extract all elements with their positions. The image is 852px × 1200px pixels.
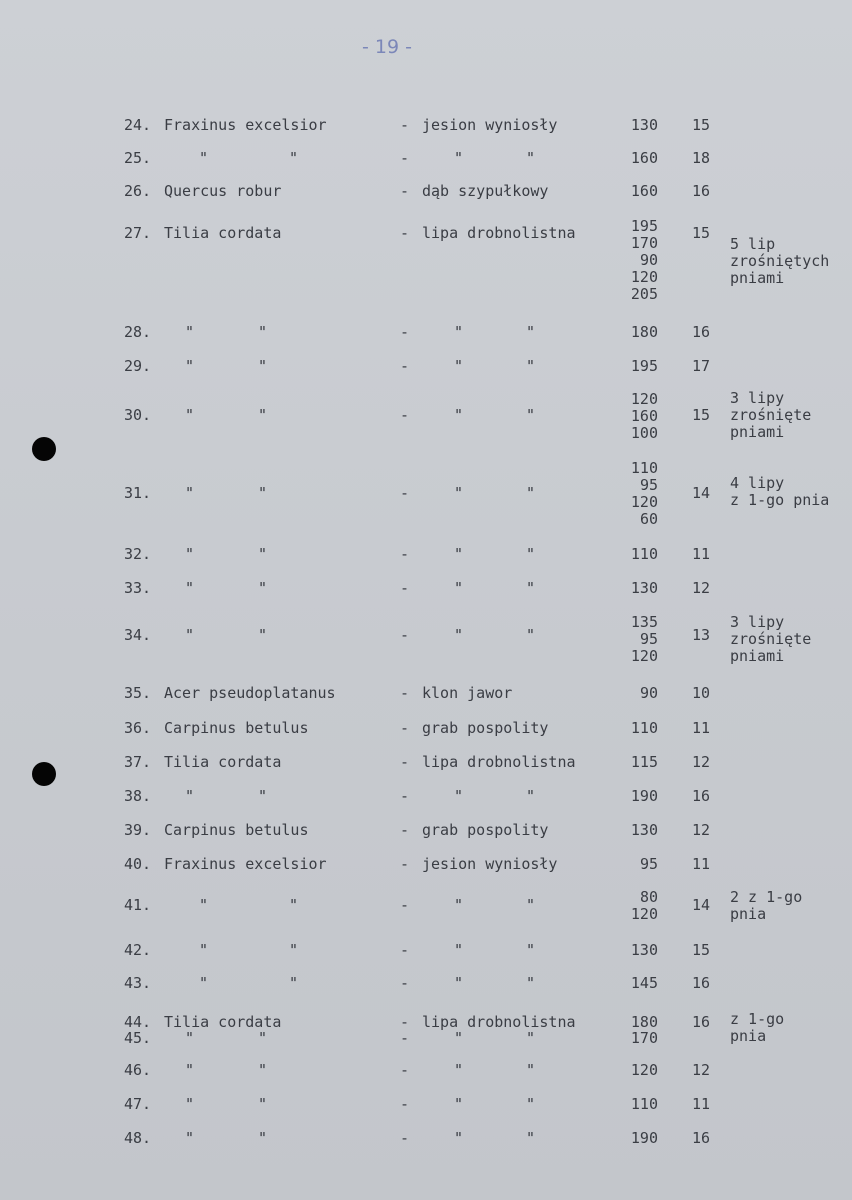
item-number: 46. <box>124 1061 152 1079</box>
polish-name: klon jawor <box>422 684 513 702</box>
latin-name: Tilia cordata <box>164 1013 282 1031</box>
latin-name: Fraxinus excelsior <box>164 116 327 134</box>
circumference-value: 90 <box>639 684 658 702</box>
height-value: 16 <box>691 787 710 805</box>
circumference-list <box>604 614 658 665</box>
dash-separator: - <box>400 357 410 375</box>
ditto-mark: " <box>454 149 464 167</box>
item-number: 29. <box>124 357 152 375</box>
height-value: 14 <box>691 484 710 502</box>
dash-separator: - <box>400 753 410 771</box>
circumference-value: 160 <box>630 407 658 425</box>
ditto-mark: " <box>454 579 464 597</box>
ditto-mark: " <box>526 579 536 597</box>
ditto-mark: " <box>526 357 536 375</box>
latin-name: Tilia cordata <box>164 753 282 771</box>
ditto-mark: " <box>526 1029 536 1047</box>
dash-separator: - <box>400 579 410 597</box>
height-value: 15 <box>691 116 710 134</box>
item-number: 37. <box>124 753 152 771</box>
dash-separator: - <box>400 1029 410 1047</box>
height-value: 12 <box>691 579 710 597</box>
ditto-mark: " <box>526 545 536 563</box>
circumference-value: 110 <box>630 719 658 737</box>
punch-hole-icon <box>32 437 56 461</box>
ditto-mark: " <box>526 406 536 424</box>
remark-note: 3 lipy zrośnięte pniami <box>730 389 812 441</box>
circumference-value: 110 <box>630 459 658 477</box>
ditto-mark: " <box>258 626 268 644</box>
dash-separator: - <box>400 821 410 839</box>
height-value: 11 <box>691 855 710 873</box>
circumference-value: 170 <box>630 1029 658 1047</box>
dash-separator: - <box>400 626 410 644</box>
dash-separator: - <box>400 224 410 242</box>
latin-name: Acer pseudoplatanus <box>164 684 336 702</box>
circumference-value: 110 <box>630 1095 658 1113</box>
height-value: 16 <box>691 323 710 341</box>
ditto-mark: " <box>199 974 209 992</box>
height-value: 16 <box>691 182 710 200</box>
ditto-mark: " <box>258 1029 268 1047</box>
ditto-mark: " <box>526 941 536 959</box>
ditto-mark: " <box>526 1061 536 1079</box>
dash-separator: - <box>400 719 410 737</box>
circumference-value: 180 <box>630 1013 658 1031</box>
item-number: 28. <box>124 323 152 341</box>
height-value: 16 <box>691 1013 710 1031</box>
item-number: 32. <box>124 545 152 563</box>
circumference-value: 120 <box>630 1061 658 1079</box>
height-value: 16 <box>691 1129 710 1147</box>
ditto-mark: " <box>526 323 536 341</box>
ditto-mark: " <box>185 626 195 644</box>
dash-separator: - <box>400 406 410 424</box>
ditto-mark: " <box>526 149 536 167</box>
remark-note: 3 lipy zrośnięte pniami <box>730 613 812 665</box>
height-value: 15 <box>691 224 710 242</box>
circumference-value: 130 <box>630 579 658 597</box>
item-number: 31. <box>124 484 152 502</box>
dash-separator: - <box>400 1013 410 1031</box>
dash-separator: - <box>400 896 410 914</box>
height-value: 11 <box>691 719 710 737</box>
latin-name: Carpinus betulus <box>164 719 309 737</box>
height-value: 11 <box>691 1095 710 1113</box>
polish-name: lipa drobnolistna <box>422 753 576 771</box>
dash-separator: - <box>400 1061 410 1079</box>
circumference-value: 130 <box>630 821 658 839</box>
ditto-mark: " <box>185 357 195 375</box>
circumference-value: 110 <box>630 545 658 563</box>
dash-separator: - <box>400 182 410 200</box>
ditto-mark: " <box>185 406 195 424</box>
dash-separator: - <box>400 1129 410 1147</box>
ditto-mark: " <box>454 1061 464 1079</box>
ditto-mark: " <box>526 787 536 805</box>
height-value: 12 <box>691 1061 710 1079</box>
item-number: 27. <box>124 224 152 242</box>
circumference-value: 195 <box>630 217 658 235</box>
circumference-value: 195 <box>630 357 658 375</box>
ditto-mark: " <box>454 323 464 341</box>
item-number: 44. <box>124 1013 152 1031</box>
dash-separator: - <box>400 787 410 805</box>
polish-name: lipa drobnolistna <box>422 1013 576 1031</box>
ditto-mark: " <box>526 626 536 644</box>
ditto-mark: " <box>258 1095 268 1113</box>
ditto-mark: " <box>185 1029 195 1047</box>
item-number: 41. <box>124 896 152 914</box>
dash-separator: - <box>400 116 410 134</box>
circumference-list <box>604 460 658 528</box>
item-number: 40. <box>124 855 152 873</box>
height-value: 16 <box>691 974 710 992</box>
circumference-value: 130 <box>630 941 658 959</box>
item-number: 47. <box>124 1095 152 1113</box>
height-value: 13 <box>691 626 710 644</box>
height-value: 18 <box>691 149 710 167</box>
circumference-value: 115 <box>630 753 658 771</box>
ditto-mark: " <box>454 545 464 563</box>
remark-note: z 1-go pnia <box>730 1010 785 1045</box>
circumference-value: 180 <box>630 323 658 341</box>
ditto-mark: " <box>454 484 464 502</box>
ditto-mark: " <box>454 1029 464 1047</box>
height-value: 12 <box>691 753 710 771</box>
latin-name: Fraxinus excelsior <box>164 855 327 873</box>
item-number: 48. <box>124 1129 152 1147</box>
dash-separator: - <box>400 1095 410 1113</box>
punch-hole-icon <box>32 762 56 786</box>
height-value: 10 <box>691 684 710 702</box>
page-number: - 19 - <box>362 36 412 58</box>
circumference-value: 205 <box>630 285 658 303</box>
ditto-mark: " <box>258 579 268 597</box>
dash-separator: - <box>400 323 410 341</box>
height-value: 15 <box>691 406 710 424</box>
item-number: 35. <box>124 684 152 702</box>
circumference-value: 120 <box>630 268 658 286</box>
dash-separator: - <box>400 941 410 959</box>
ditto-mark: " <box>526 896 536 914</box>
dash-separator: - <box>400 149 410 167</box>
remark-note: 2 z 1-go pnia <box>730 888 803 923</box>
height-value: 11 <box>691 545 710 563</box>
polish-name: jesion wyniosły <box>422 855 558 873</box>
circumference-value: 120 <box>630 390 658 408</box>
item-number: 25. <box>124 149 152 167</box>
ditto-mark: " <box>199 149 209 167</box>
circumference-value: 135 <box>630 613 658 631</box>
dash-separator: - <box>400 855 410 873</box>
item-number: 45. <box>124 1029 152 1047</box>
circumference-value: 120 <box>630 647 658 665</box>
ditto-mark: " <box>454 896 464 914</box>
circumference-value: 100 <box>630 424 658 442</box>
ditto-mark: " <box>454 1095 464 1113</box>
ditto-mark: " <box>526 1129 536 1147</box>
circumference-value: 170 <box>630 234 658 252</box>
circumference-value: 120 <box>630 493 658 511</box>
polish-name: lipa drobnolistna <box>422 224 576 242</box>
circumference-value: 60 <box>639 510 658 528</box>
ditto-mark: " <box>258 357 268 375</box>
ditto-mark: " <box>185 579 195 597</box>
ditto-mark: " <box>185 545 195 563</box>
item-number: 30. <box>124 406 152 424</box>
ditto-mark: " <box>258 1129 268 1147</box>
polish-name: grab pospolity <box>422 821 549 839</box>
polish-name: grab pospolity <box>422 719 549 737</box>
remark-note: 4 lipy z 1-go pnia <box>730 474 830 509</box>
ditto-mark: " <box>185 323 195 341</box>
item-number: 34. <box>124 626 152 644</box>
ditto-mark: " <box>199 941 209 959</box>
circumference-value: 95 <box>639 630 658 648</box>
height-value: 15 <box>691 941 710 959</box>
circumference-value: 130 <box>630 116 658 134</box>
ditto-mark: " <box>185 787 195 805</box>
circumference-value: 160 <box>630 182 658 200</box>
circumference-value: 190 <box>630 787 658 805</box>
ditto-mark: " <box>185 1095 195 1113</box>
ditto-mark: " <box>199 896 209 914</box>
ditto-mark: " <box>454 357 464 375</box>
circumference-value: 190 <box>630 1129 658 1147</box>
ditto-mark: " <box>185 484 195 502</box>
height-value: 17 <box>691 357 710 375</box>
ditto-mark: " <box>454 787 464 805</box>
height-value: 14 <box>691 896 710 914</box>
dash-separator: - <box>400 684 410 702</box>
ditto-mark: " <box>258 545 268 563</box>
ditto-mark: " <box>258 787 268 805</box>
polish-name: dąb szypułkowy <box>422 182 549 200</box>
circumference-value: 95 <box>639 476 658 494</box>
dash-separator: - <box>400 545 410 563</box>
circumference-value: 95 <box>639 855 658 873</box>
circumference-value: 145 <box>630 974 658 992</box>
ditto-mark: " <box>289 149 299 167</box>
ditto-mark: " <box>454 974 464 992</box>
item-number: 42. <box>124 941 152 959</box>
ditto-mark: " <box>289 896 299 914</box>
item-number: 43. <box>124 974 152 992</box>
item-number: 36. <box>124 719 152 737</box>
ditto-mark: " <box>526 974 536 992</box>
circumference-list <box>604 391 658 442</box>
ditto-mark: " <box>454 941 464 959</box>
circumference-value: 120 <box>630 905 658 923</box>
dash-separator: - <box>400 974 410 992</box>
dash-separator: - <box>400 484 410 502</box>
ditto-mark: " <box>289 974 299 992</box>
circumference-value: 90 <box>639 251 658 269</box>
latin-name: Carpinus betulus <box>164 821 309 839</box>
ditto-mark: " <box>185 1061 195 1079</box>
ditto-mark: " <box>258 484 268 502</box>
latin-name: Quercus robur <box>164 182 282 200</box>
ditto-mark: " <box>454 1129 464 1147</box>
circumference-value: 80 <box>639 888 658 906</box>
remark-note: 5 lip zrośniętych pniami <box>730 235 830 287</box>
item-number: 24. <box>124 116 152 134</box>
latin-name: Tilia cordata <box>164 224 282 242</box>
polish-name: jesion wyniosły <box>422 116 558 134</box>
ditto-mark: " <box>526 1095 536 1113</box>
height-value: 12 <box>691 821 710 839</box>
ditto-mark: " <box>289 941 299 959</box>
ditto-mark: " <box>258 323 268 341</box>
ditto-mark: " <box>258 406 268 424</box>
circumference-list <box>604 889 658 923</box>
item-number: 38. <box>124 787 152 805</box>
circumference-list <box>604 218 658 303</box>
ditto-mark: " <box>526 484 536 502</box>
item-number: 39. <box>124 821 152 839</box>
ditto-mark: " <box>454 406 464 424</box>
ditto-mark: " <box>454 626 464 644</box>
item-number: 26. <box>124 182 152 200</box>
circumference-value: 160 <box>630 149 658 167</box>
ditto-mark: " <box>258 1061 268 1079</box>
ditto-mark: " <box>185 1129 195 1147</box>
item-number: 33. <box>124 579 152 597</box>
